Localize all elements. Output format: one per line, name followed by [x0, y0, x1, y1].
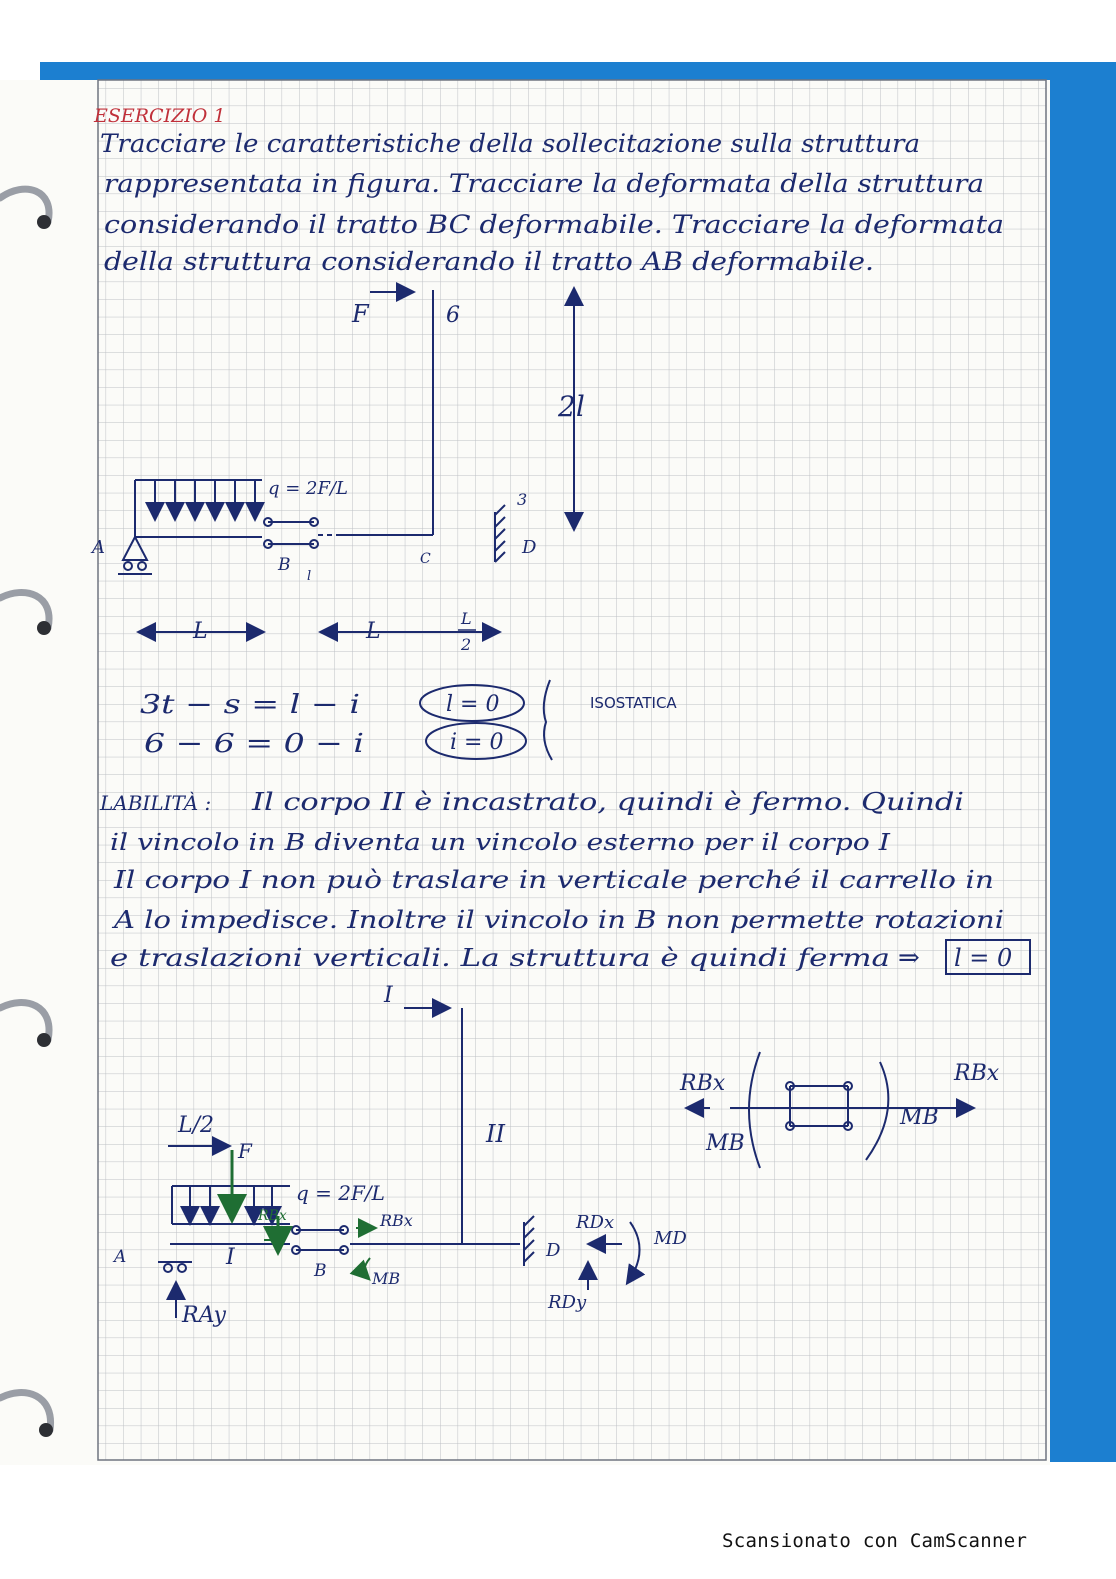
- detail-MB-right: MB: [900, 1105, 939, 1130]
- stability-line-3: Il corpo I non può traslare in verticale perché il carrello in: [112, 866, 994, 894]
- fig1-force-label: F: [352, 300, 369, 328]
- fig1-label-B-sub: l: [307, 569, 312, 584]
- stability-line-1: Il corpo II è incastrato, quindi è fermo. Quindi: [250, 788, 965, 816]
- fig2-load: q = 2F/L: [296, 1181, 385, 1205]
- detail-MB-left: MB: [706, 1131, 745, 1156]
- count-result: ISOSTATICA: [590, 694, 677, 712]
- fig1-label-B: B: [278, 555, 291, 575]
- exercise-line-4: della struttura considerando il tratto AB deformabile.: [104, 247, 875, 276]
- fig1-label-3: 3: [517, 490, 528, 509]
- exercise-line-2: rappresentata in figura. Tracciare la deformata della struttura: [104, 169, 984, 198]
- fig1-label-A: A: [92, 537, 105, 558]
- fig2-I-top: I: [384, 983, 393, 1008]
- stability-arrow: ⇒: [898, 943, 920, 973]
- fig1-dim-half-num: L: [461, 609, 472, 628]
- fig2-I-body: I: [226, 1245, 235, 1270]
- fig2-A: A: [114, 1247, 127, 1267]
- grid-area: [98, 80, 1046, 1460]
- count-l-zero: l = 0: [446, 692, 500, 717]
- fig1-dim-L1: L: [193, 619, 208, 644]
- exercise-line-1: Tracciare le caratteristiche della sollecitazione sulla struttura: [100, 129, 920, 158]
- stability-line-2: il vincolo in B diventa un vincolo esterno per il corpo I: [110, 830, 892, 856]
- stability-line-4: A lo impedisce. Inoltre il vincolo in B non permette rotazioni: [111, 906, 1005, 934]
- camscanner-footer: Scansionato con CamScanner: [722, 1530, 1028, 1552]
- fig2-F: F: [238, 1139, 252, 1163]
- stability-line-5: e traslazioni verticali. La struttura è quindi ferma: [110, 944, 891, 972]
- count-eq-1: 3t − s = l − i: [140, 690, 360, 720]
- fig2-MD: MD: [654, 1228, 687, 1249]
- count-i-zero: i = 0: [450, 730, 504, 755]
- fig2-D: D: [546, 1240, 561, 1261]
- fig2-II: II: [486, 1120, 505, 1148]
- fig2-RDx: RDx: [576, 1212, 615, 1233]
- fig1-dim-half-den: 2: [461, 635, 472, 654]
- fig2-RBx-left: RBx: [258, 1208, 287, 1224]
- stability-boxed: l = 0: [954, 944, 1013, 972]
- fig2-RAy: RAy: [182, 1303, 226, 1328]
- exercise-line-3: considerando il tratto BC deformabile. Tracciare la deformata: [104, 210, 1004, 239]
- detail-RBx-left: RBx: [680, 1071, 726, 1096]
- exercise-title: ESERCIZIO 1: [94, 105, 226, 127]
- fig1-label-C: C: [420, 551, 431, 567]
- fig2-RDy: RDy: [548, 1292, 587, 1313]
- fig1-height-label: 2l: [558, 390, 585, 423]
- fig2-B: B: [314, 1261, 327, 1281]
- fig2-RBx: RBx: [380, 1211, 413, 1230]
- fig1-label-D: D: [522, 537, 537, 558]
- count-eq-2: 6 − 6 = 0 − i: [144, 729, 364, 759]
- fig1-top-label: 6: [446, 303, 460, 328]
- stability-label: LABILITÀ :: [100, 791, 212, 815]
- fig2-half: L/2: [178, 1113, 215, 1138]
- fig2-MB: MB: [372, 1269, 401, 1288]
- fig1-load-label: q = 2F/L: [268, 478, 349, 499]
- detail-RBx-right: RBx: [954, 1061, 1000, 1086]
- fig1-dim-L2: L: [366, 619, 381, 644]
